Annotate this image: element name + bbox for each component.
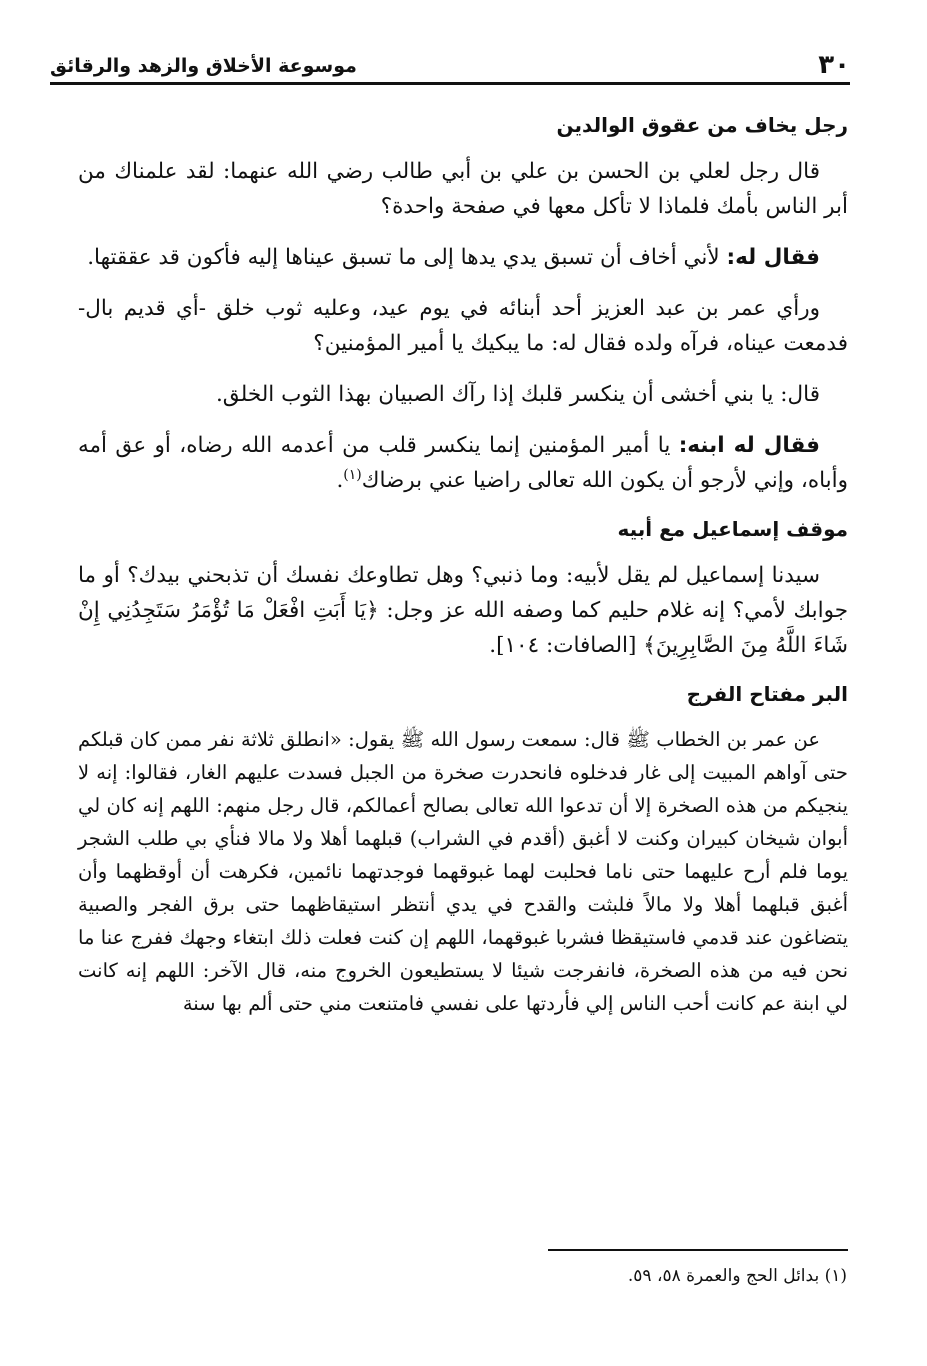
paragraph-text: عن عمر بن الخطاب ﷺ قال: سمعت رسول الله ﷺ يقول: «انطلق ثلاثة نفر ممن كان قبلكم حتى آواهم المبيت إلى غار فدخلوه فانحدرت صخرة من الجبل فسدت عليهم الغار، فقالوا: إنه لا ينجيكم من هذه الصخرة إلا أن تدعوا الله تعالى بصالح أعمالكم، قال رجل منهم: اللهم إنه كان لي أبوان شيخان كبيران وكنت لا أغبق (أقدم في الشراب) قبلهما أهلا ولا مالا فنأي بي طلب الشجر يوما فلم أرح عليهما حتى ناما فحلبت لهما غبوقهما فوجدتهما نائمين، فكرهت أن أوقظهما وأن أغبق قبلهما أهلا ولا مالاً فلبثت والقدح في يدي أنتظر استيقاظهما حتى برق الفجر والصبية يتضاغون عند قدمي فاستيقظا فشربا غبوقهما، اللهم إن كنت فعلت ذلك ابتغاء وجهك ففرج عنا ما نحن فيه من هذه الصخرة، فانفرجت شيئا لا يستطيعون الخروج منه، قال الآخر: اللهم إنه كانت لي ابنة عم كانت أحب الناس إلي فأردتها على نفسي فامتنعت مني حتى ألم بها سنة <box>78 728 848 1015</box>
section-heading: البر مفتاح الفرج <box>686 682 848 706</box>
paragraph-lead: فقال له: <box>726 245 820 270</box>
footnote: (١) بدائل الحج والعمرة ٥٨، ٥٩. <box>627 1266 847 1286</box>
page-header <box>50 46 850 85</box>
page-content <box>78 110 848 1036</box>
paragraph-text: قال رجل لعلي بن الحسن بن علي بن أبي طالب رضي الله عنهما: لقد علمناك من أبر الناس بأمك فلماذا لا تأكل معها في صفحة واحدة؟ <box>78 159 848 219</box>
book-title: موسوعة الأخلاق والزهد والرقائق <box>50 55 357 77</box>
footnote-reference[interactable]: (١) <box>343 466 362 483</box>
page-number: ٣٠ <box>818 50 850 80</box>
paragraph <box>78 291 848 361</box>
paragraph-text: قال: يا بني أخشى أن ينكسر قلبك إذا رآك الصبيان بهذا الثوب الخلق. <box>215 382 820 407</box>
paragraph-text: ورأي عمر بن عبد العزيز أحد أبنائه في يوم عيد، وعليه ثوب خلق -أي قديم بال- فدمعت عيناه، فرآه ولده فقال له: ما يبكيك يا أمير المؤمنين؟ <box>78 296 848 356</box>
paragraph <box>78 723 848 1020</box>
paragraph <box>78 154 848 224</box>
paragraph-text: يا أمير المؤمنين إنما ينكسر قلب من أعدمه الله رضاه، أو عق أمه وأباه، وإني لأرجو أن يكون الله تعالى راضيا عني برضاك <box>78 433 848 493</box>
paragraph-text: سيدنا إسماعيل لم يقل لأبيه: وما ذنبي؟ وهل تطاوعك نفسك أن تذبحني بيدك؟ أو ما جوابك لأمي؟ إنه غلام حليم كما وصفه الله عز وجل: ﴿يَا أَبَتِ افْعَلْ مَا تُؤْمَرُ سَتَجِدُنِي إِنْ شَاءَ اللَّهُ مِنَ الصَّابِرِينَ﴾ [الصافات: ١٠٤]. <box>78 563 848 658</box>
section-heading: موقف إسماعيل مع أبيه <box>617 517 848 541</box>
footnote-divider <box>548 1249 848 1251</box>
paragraph <box>78 428 848 498</box>
paragraph <box>78 558 848 663</box>
paragraph-text: لأني أخاف أن تسبق يدي يدها إلى ما تسبق عيناها إليه فأكون قد عققتها. <box>87 245 727 270</box>
paragraph <box>78 240 848 275</box>
paragraph-lead: فقال له ابنه: <box>678 433 820 458</box>
paragraph <box>78 377 848 412</box>
paragraph-tail: . <box>336 468 344 493</box>
section-heading: رجل يخاف من عقوق الوالدين <box>556 113 848 137</box>
